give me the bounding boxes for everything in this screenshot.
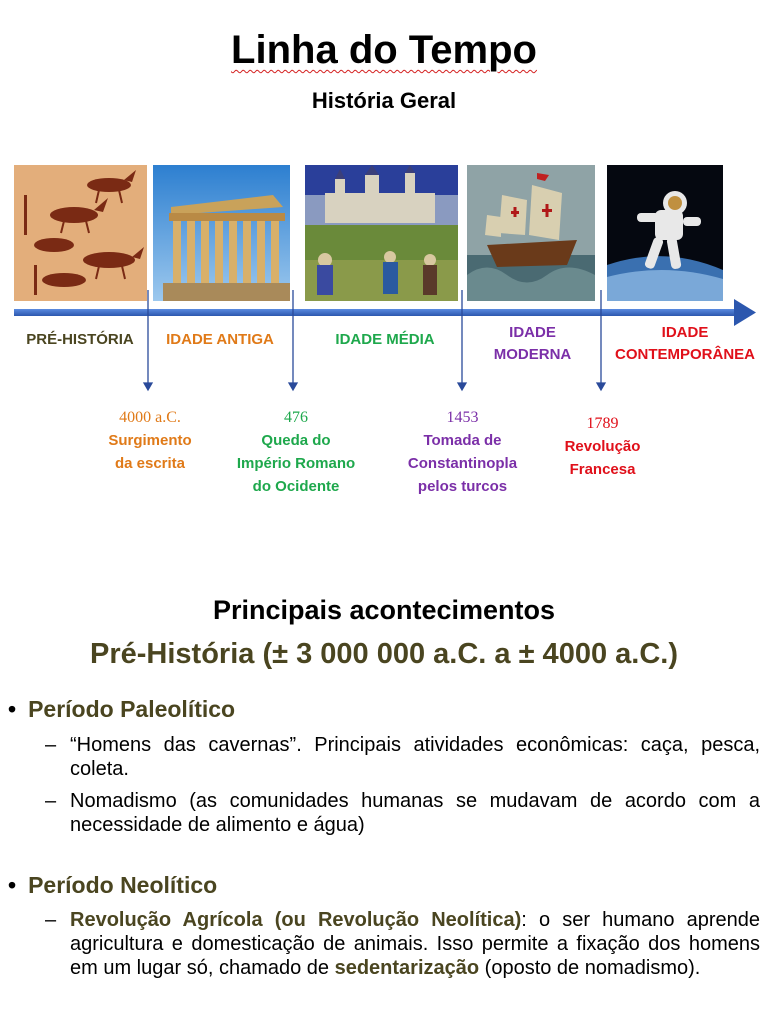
bullet-dot: • bbox=[8, 696, 17, 722]
bullet-neolitico bbox=[8, 872, 217, 899]
event-year: 1453 bbox=[446, 409, 479, 426]
period-idade-antiga: IDADE ANTIGA bbox=[166, 331, 274, 348]
event-desc-line: Constantinopla bbox=[407, 455, 518, 472]
term-sedentarizacao: sedentarização bbox=[334, 957, 480, 979]
sub-text-part: : o ser humano aprende agricultura e domesticação de animais. Isso permite a fixação dos homens em um lugar só, chamado de bbox=[70, 909, 760, 979]
sub-dash: – bbox=[45, 790, 57, 812]
period-idade-contemporanea-line1: IDADE bbox=[661, 324, 709, 341]
period-idade-moderna-line2: MODERNA bbox=[493, 346, 572, 363]
event-4000ac bbox=[85, 406, 215, 475]
bullet-paleolitico bbox=[8, 696, 235, 723]
bullet-dot: • bbox=[8, 872, 17, 898]
cave-painting-image bbox=[14, 165, 147, 301]
period-idade-moderna-line1: IDADE bbox=[509, 324, 556, 341]
event-year: 4000 a.C. bbox=[119, 409, 181, 426]
event-desc-line: Tomada de bbox=[423, 432, 502, 449]
period-idade-contemporanea bbox=[605, 322, 765, 366]
sub-text-part: (oposto de nomadismo). bbox=[479, 957, 701, 979]
sub-text bbox=[45, 908, 760, 980]
period-idade-contemporanea-line2: CONTEMPORÂNEA bbox=[614, 346, 755, 363]
sub-item bbox=[45, 908, 760, 980]
event-desc-line: Império Romano bbox=[236, 455, 356, 472]
period-idade-media: IDADE MÉDIA bbox=[335, 331, 435, 348]
sub-item bbox=[45, 789, 760, 837]
parthenon-image bbox=[153, 165, 290, 301]
sub-dash: – bbox=[45, 909, 57, 931]
event-year: 476 bbox=[284, 409, 308, 426]
sub-dash: – bbox=[45, 734, 57, 756]
medieval-castle-image bbox=[305, 165, 458, 301]
bullet-heading: Período Neolítico bbox=[28, 872, 218, 898]
term-revolucao-agricola: Revolução Agrícola (ou Revolução Neolítica) bbox=[70, 909, 522, 931]
bullet-heading: Período Paleolítico bbox=[28, 696, 236, 722]
period-pre-historia: PRÉ-HISTÓRIA bbox=[26, 331, 134, 348]
event-desc-line: Queda do bbox=[261, 432, 331, 449]
sub-text: “Homens das cavernas”. Principais atividades econômicas: caça, pesca, coleta. bbox=[70, 734, 760, 780]
page-subtitle: História Geral bbox=[311, 88, 457, 113]
event-desc-line: do Ocidente bbox=[252, 478, 340, 495]
event-year: 1789 bbox=[586, 415, 619, 432]
event-1453 bbox=[385, 406, 540, 498]
section-subtitle: Pré-História (± 3 000 000 a.C. a ± 4000 a.C.) bbox=[90, 638, 678, 670]
event-476 bbox=[216, 406, 376, 498]
event-desc-line: Revolução bbox=[564, 438, 641, 455]
event-desc-line: da escrita bbox=[114, 455, 186, 472]
period-idade-moderna bbox=[470, 322, 595, 366]
section-title: Principais acontecimentos bbox=[212, 595, 556, 625]
event-desc-line: Surgimento bbox=[108, 432, 192, 449]
event-desc-line: Francesa bbox=[569, 461, 636, 478]
page-title: Linha do Tempo bbox=[231, 28, 537, 72]
astronaut-image bbox=[607, 165, 723, 301]
sub-item bbox=[45, 733, 760, 781]
event-1789 bbox=[545, 412, 660, 481]
sub-text: Nomadismo (as comunidades humanas se mudavam de acordo com a necessidade de alimento e água) bbox=[70, 790, 760, 836]
caravel-ship-image bbox=[467, 165, 595, 301]
event-desc-line: pelos turcos bbox=[417, 478, 508, 495]
